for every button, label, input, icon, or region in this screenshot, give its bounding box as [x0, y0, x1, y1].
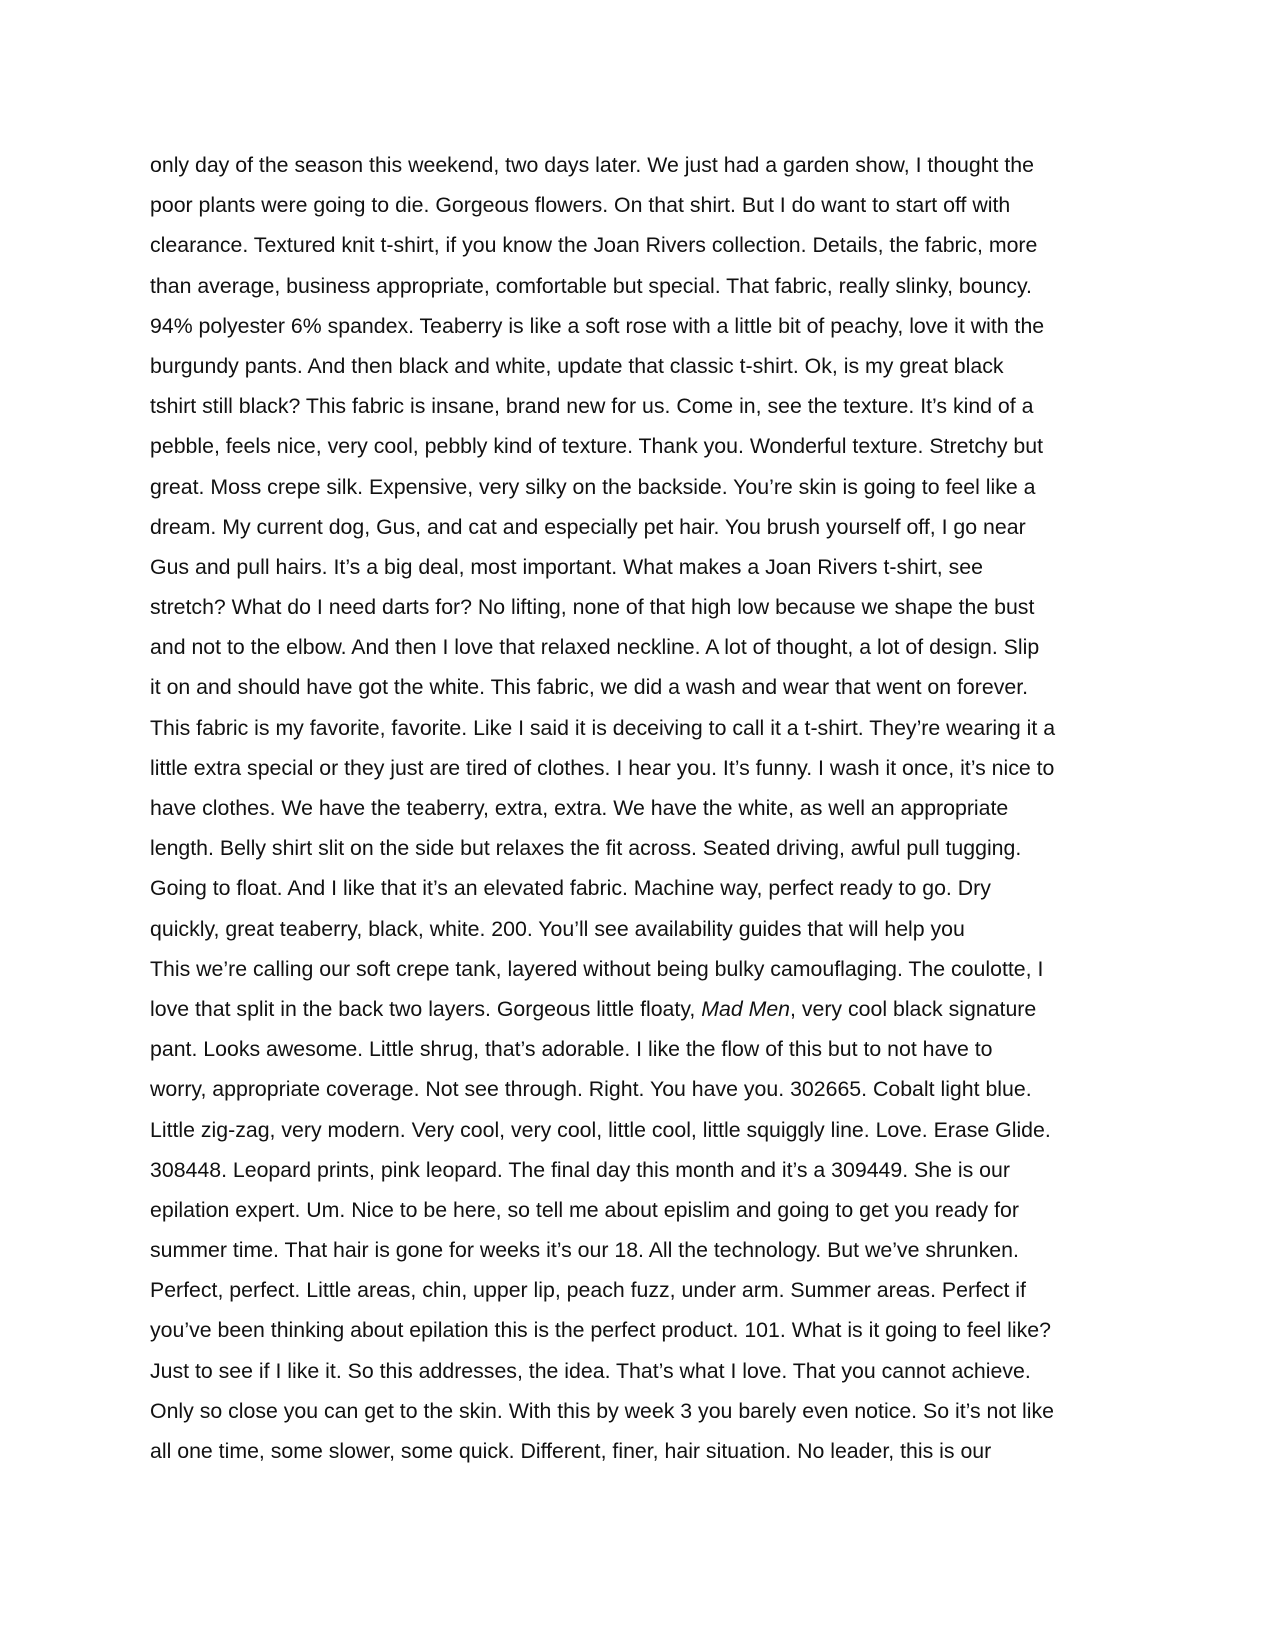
- text-line: Gus and pull hairs. It’s a big deal, most important. What makes a Joan Rivers t-shirt, see: [150, 554, 983, 579]
- text-line: Just to see if I like it. So this addresses, the idea. That’s what I love. That you cannot achieve.: [150, 1358, 1031, 1383]
- text-line: burgundy pants. And then black and white, update that classic t-shirt. Ok, is my great black: [150, 353, 1004, 378]
- text-line: worry, appropriate coverage. Not see through. Right. You have you. 302665. Cobalt light blue.: [150, 1077, 1032, 1102]
- text-line: pant. Looks awesome. Little shrug, that’s adorable. I like the flow of this but to not have to: [150, 1037, 993, 1062]
- text-line: and not to the elbow. And then I love that relaxed neckline. A lot of thought, a lot of design. Slip: [150, 635, 1040, 660]
- text-line: This we’re calling our soft crepe tank, layered without being bulky camouflaging. The coulotte, I: [150, 956, 1044, 981]
- text-line: stretch? What do I need darts for? No lifting, none of that high low because we shape the bust: [150, 595, 1035, 620]
- text-line: Perfect, perfect. Little areas, chin, upper lip, peach fuzz, under arm. Summer areas. Perfect if: [150, 1278, 1026, 1303]
- text-line: pebble, feels nice, very cool, pebbly kind of texture. Thank you. Wonderful texture. Stretchy but: [150, 434, 1043, 459]
- text-line: all one time, some slower, some quick. Different, finer, hair situation. No leader, this is our: [150, 1439, 992, 1463]
- text-line-with-italic: [150, 989, 1160, 1029]
- text-line: This fabric is my favorite, favorite. Like I said it is deceiving to call it a t-shirt. They’re wearing it a: [150, 715, 1056, 740]
- transcript-text: [150, 145, 1160, 1471]
- text-line: you’ve been thinking about epilation this is the perfect product. 101. What is it going to feel like?: [150, 1318, 1051, 1343]
- text-line: Little zig-zag, very modern. Very cool, very cool, little cool, little squiggly line. Love. Erase Glide.: [150, 1117, 1051, 1142]
- text-line: summer time. That hair is gone for weeks it’s our 18. All the technology. But we’ve shrunken.: [150, 1238, 1019, 1263]
- text-line: tshirt still black? This fabric is insane, brand new for us. Come in, see the texture. It’s kind of a: [150, 394, 1034, 419]
- line-text-after: , very cool black signature: [790, 996, 1037, 1021]
- text-line: than average, business appropriate, comfortable but special. That fabric, really slinky, bouncy.: [150, 273, 1032, 298]
- text-line: have clothes. We have the teaberry, extra, extra. We have the white, as well an appropriate: [150, 796, 1009, 820]
- text-line: only day of the season this weekend, two days later. We just had a garden show, I thought the: [150, 153, 1034, 177]
- text-line: quickly, great teaberry, black, white. 200. You’ll see availability guides that will help you: [150, 916, 965, 941]
- text-line: Only so close you can get to the skin. With this by week 3 you barely even notice. So it’s not like: [150, 1398, 1055, 1423]
- italic-title-mad-men: Mad Men: [701, 996, 791, 1021]
- text-line: little extra special or they just are tired of clothes. I hear you. It’s funny. I wash it once, it’s nice to: [150, 755, 1055, 780]
- text-line: dream. My current dog, Gus, and cat and especially pet hair. You brush yourself off, I go near: [150, 514, 1026, 539]
- text-line: 308448. Leopard prints, pink leopard. The final day this month and it’s a 309449. She is our: [150, 1157, 1010, 1182]
- text-line: it on and should have got the white. This fabric, we did a wash and wear that went on forever.: [150, 675, 1029, 700]
- text-line: length. Belly shirt slit on the side but relaxes the fit across. Seated driving, awful pull tugging.: [150, 836, 1022, 861]
- text-line: epilation expert. Um. Nice to be here, so tell me about epislim and going to get you ready for: [150, 1197, 1019, 1222]
- text-line: clearance. Textured knit t-shirt, if you know the Joan Rivers collection. Details, the fabric, more: [150, 233, 1038, 258]
- text-line: Going to float. And I like that it’s an elevated fabric. Machine way, perfect ready to go. Dry: [150, 876, 991, 901]
- text-line: 94% polyester 6% spandex. Teaberry is like a soft rose with a little bit of peachy, love it with the: [150, 313, 1045, 338]
- line-text-before: love that split in the back two layers. Gorgeous little floaty,: [150, 996, 702, 1021]
- text-line: great. Moss crepe silk. Expensive, very silky on the backside. You’re skin is going to feel like a: [150, 474, 1036, 499]
- text-line: poor plants were going to die. Gorgeous flowers. On that shirt. But I do want to start off with: [150, 193, 1011, 218]
